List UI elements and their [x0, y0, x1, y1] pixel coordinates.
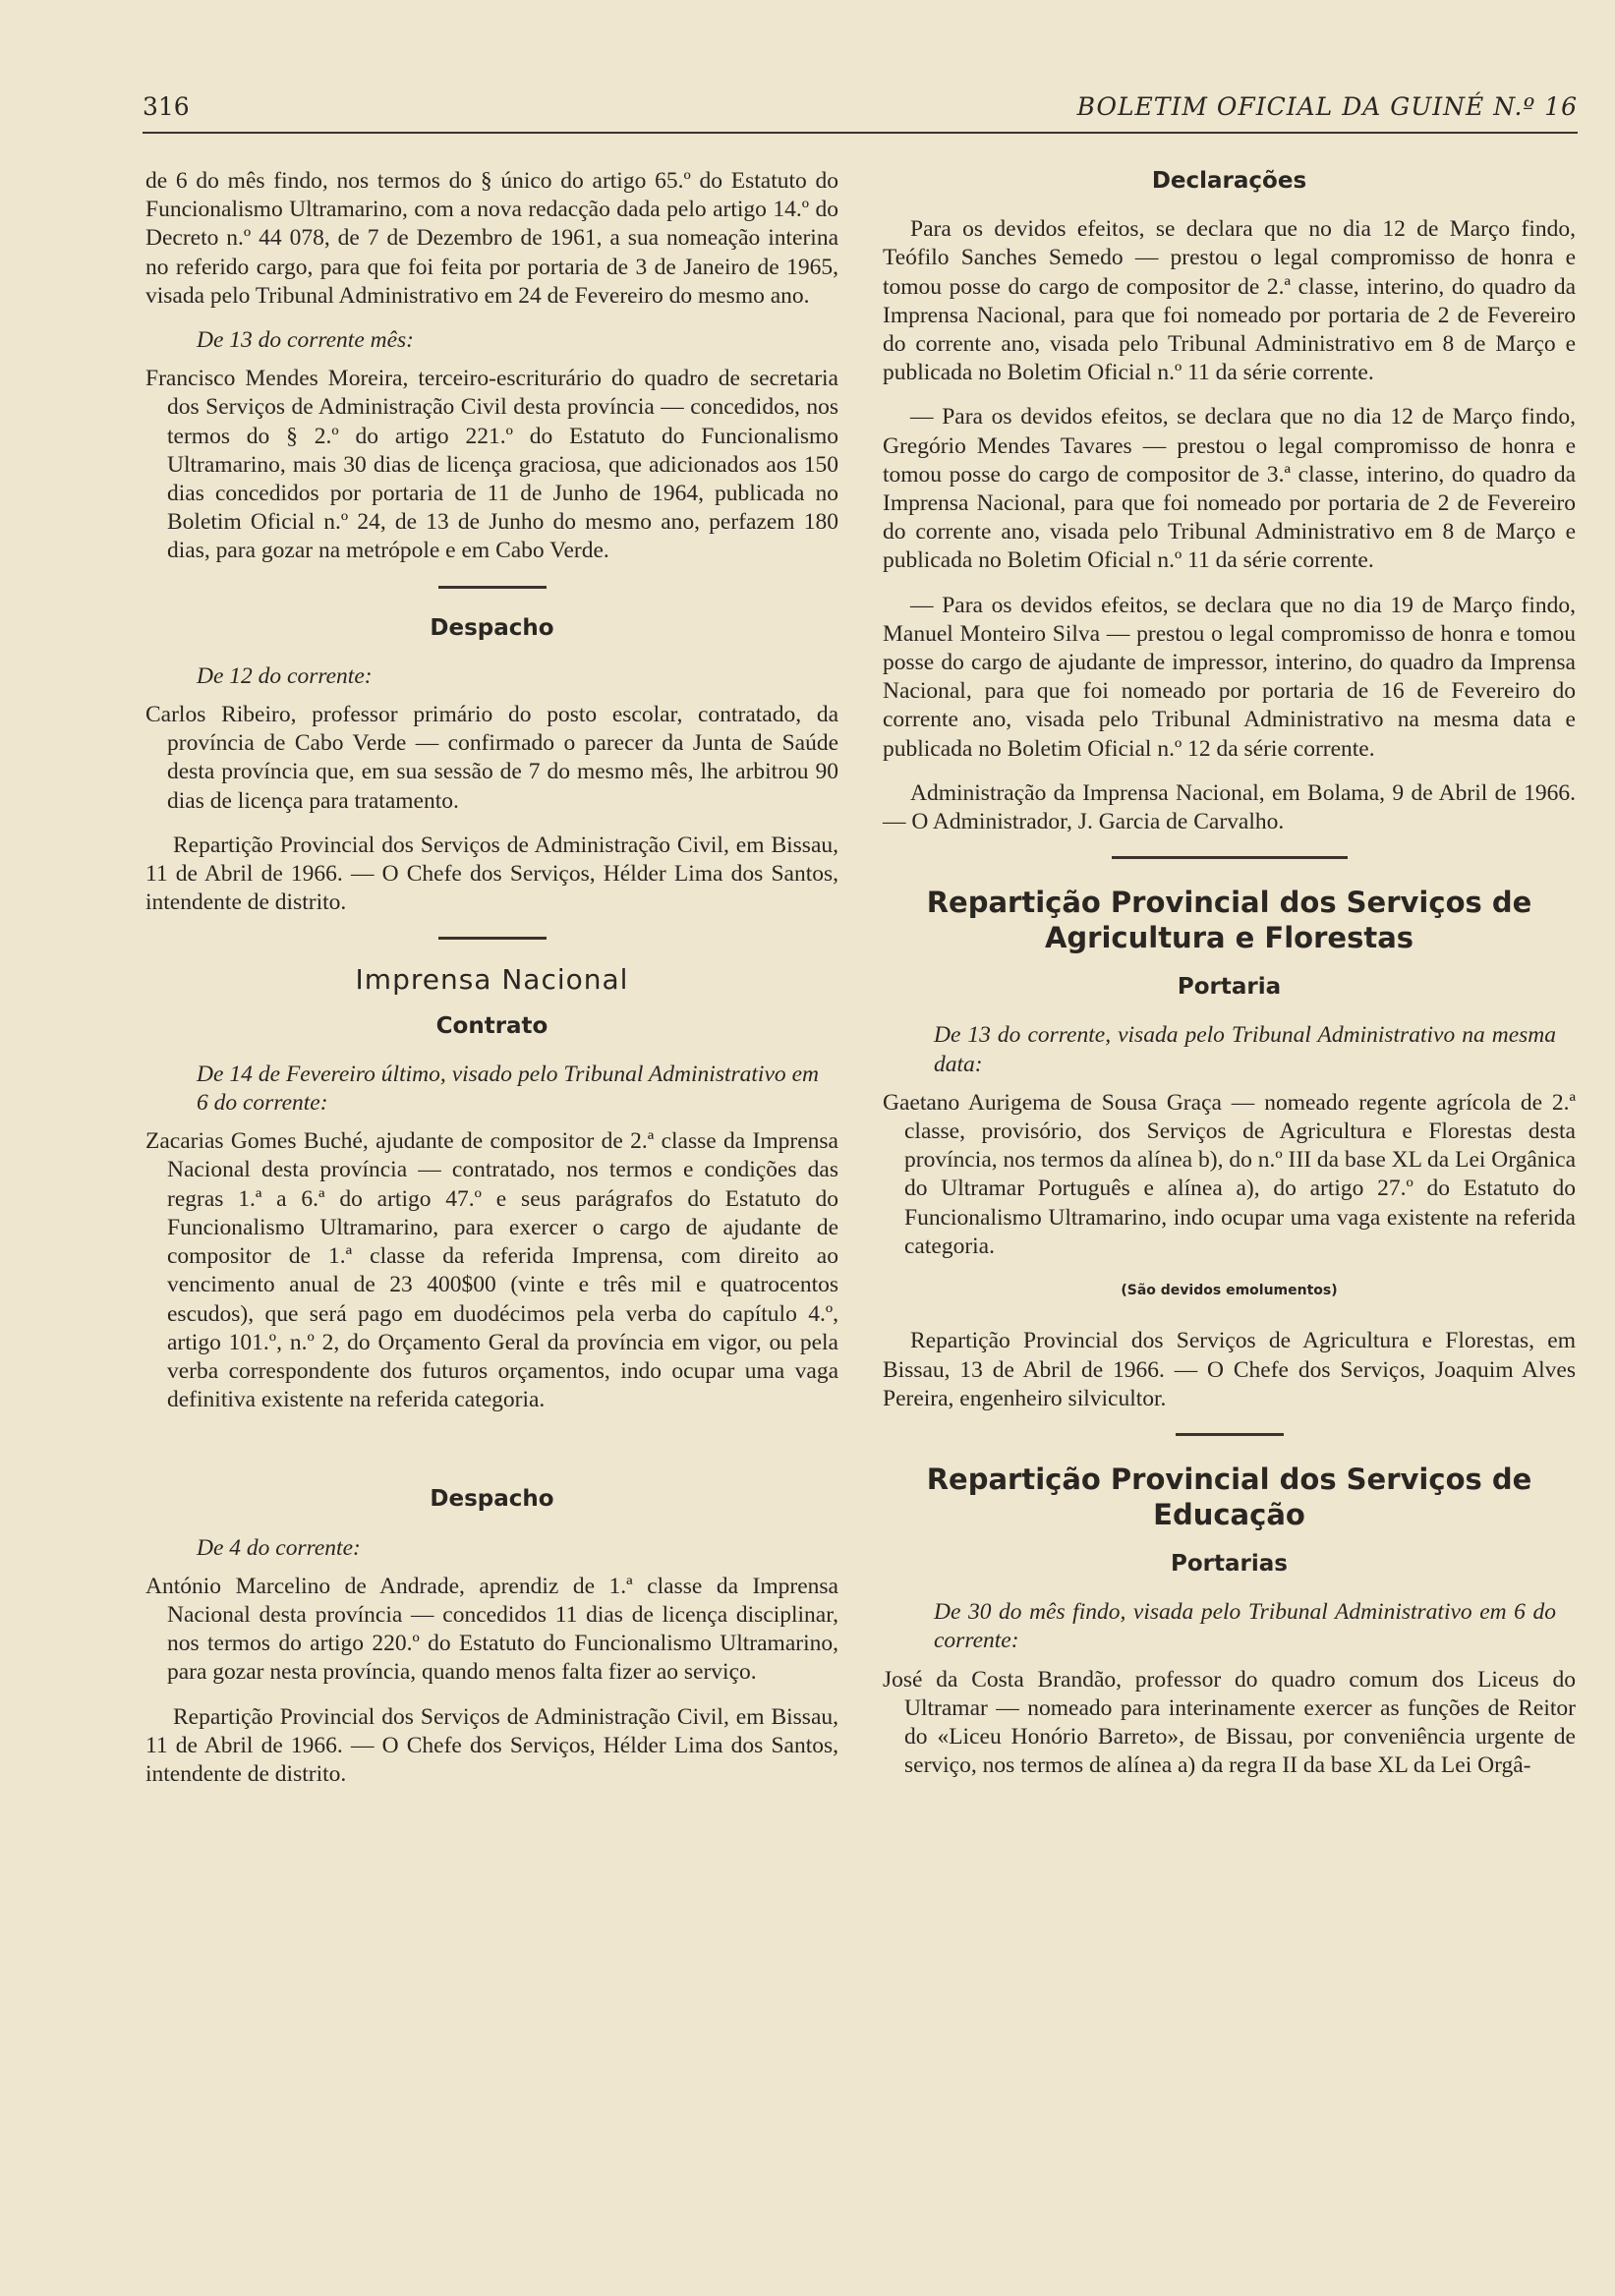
separator [1176, 1433, 1284, 1436]
date-line: De 12 do corrente: [197, 662, 373, 689]
paragraph: Zacarias Gomes Buché, ajudante de compositor de 2.ª classe da Imprensa Nacional desta província — contratado, nos termos e condições das regras 1.ª a 6.ª do artigo 47.º e seus parágrafos do Estatuto do Funcionalismo Ultramarino, para exercer o cargo de ajudante de compositor de 1.ª classe da referida Imprensa, com direito ao vencimento anual de 23 400$00 (vinte e três mil e quatrocentos escudos), que será pago em duodécimos pela verba do capítulo 4.º, artigo 101.º, n.º 2, do Orçamento Geral da província em vigor, ou pela verba correspondente dos futuros orçamentos, indo ocupar uma vaga definitiva existente na referida categoria. [145, 1128, 838, 1413]
date-line: De 13 do corrente mês: [197, 327, 415, 354]
section-subheading: Despacho [430, 614, 554, 641]
paragraph: — Para os devidos efeitos, se declara que no dia 19 de Março findo, Manuel Monteiro Silva — prestou o legal compromisso de honra e tomou posse do cargo de ajudante de impressor, interino, do quadro da Imprensa Nacional, para que foi nomeado por portaria de 16 de Fevereiro do corrente ano, visada pelo Tribunal Administrativo na mesma data e publicada no Boletim Oficial n.º 12 da série corrente. [883, 592, 1576, 762]
paragraph: de 6 do mês findo, nos termos do § único do artigo 65.º do Estatuto do Funcionalismo Ultramarino, com a nova redacção dada pelo artigo 14.º do Decreto n.º 44 078, de 7 de Dezembro de 1961, a sua nomeação interina no referido cargo, para que foi feita por portaria de 3 de Janeiro de 1965, visada pelo Tribunal Administrativo em 24 de Fevereiro do mesmo ano. [145, 168, 838, 309]
section-subheading: Despacho [430, 1486, 554, 1513]
date-line: De 4 do corrente: [197, 1534, 361, 1561]
section-heading: Repartição Provincial dos Serviços de Agricultura e Florestas [926, 886, 1532, 955]
date-line: De 14 de Fevereiro último, visado pelo Tribunal Administrativo em 6 do corrente: [197, 1061, 819, 1117]
page-header [143, 92, 1578, 134]
section-subheading: Portaria [1177, 974, 1282, 1001]
separator [438, 586, 547, 589]
right-column [883, 167, 1576, 1796]
paragraph: Carlos Ribeiro, professor primário do posto escolar, contratado, da província de Cabo Verde — confirmado o parecer da Junta de Saúde desta província que, em sua sessão de 7 do mesmo mês, lhe arbitrou 90 dias de licença para tratamento. [145, 702, 838, 814]
paragraph: António Marcelino de Andrade, aprendiz de 1.ª classe da Imprensa Nacional desta província — concedidos 11 dias de licença disciplinar, nos termos do artigo 220.º do Estatuto do Funcionalismo Ultramarino, para gozar nesta província, quando menos falta fizer ao serviço. [145, 1573, 838, 1686]
section-subheading: Contrato [435, 1012, 548, 1039]
page-number: 316 [143, 92, 190, 121]
separator [1112, 856, 1348, 859]
fee-note: (São devidos emolumentos) [1121, 1283, 1338, 1299]
section-subheading: Portarias [1171, 1550, 1288, 1577]
signature-paragraph: Repartição Provincial dos Serviços de Administração Civil, em Bissau, 11 de Abril de 1966. — O Chefe dos Serviços, Hélder Lima dos Santos, intendente de distrito. [145, 832, 838, 916]
paragraph: José da Costa Brandão, professor do quadro comum dos Liceus do Ultramar — nomeado para interinamente exercer as funções de Reitor do «Liceu Honório Barreto», de Bissau, por conveniência urgente de serviço, nos termos de alínea a) da regra II da base XL da Lei Orgâ- [883, 1666, 1576, 1779]
date-line: De 30 do mês findo, visada pelo Tribunal Administrativo em 6 do corrente: [934, 1599, 1556, 1654]
date-line: De 13 do corrente, visada pelo Tribunal Administrativo na mesma data: [934, 1022, 1556, 1077]
signature-paragraph: Administração da Imprensa Nacional, em Bolama, 9 de Abril de 1966. — O Administrador, J. Garcia de Carvalho. [883, 779, 1576, 835]
signature-paragraph: Repartição Provincial dos Serviços de Agricultura e Florestas, em Bissau, 13 de Abril de 1966. — O Chefe dos Serviços, Joaquim Alves Pereira, engenheiro silvicultor. [883, 1328, 1576, 1411]
signature-paragraph: Repartição Provincial dos Serviços de Administração Civil, em Bissau, 11 de Abril de 1966. — O Chefe dos Serviços, Hélder Lima dos Santos, intendente de distrito. [145, 1703, 838, 1787]
section-title: Imprensa Nacional [355, 963, 629, 997]
section-heading: Repartição Provincial dos Serviços de Educação [926, 1462, 1532, 1531]
paragraph: Francisco Mendes Moreira, terceiro-escriturário do quadro de secretaria dos Serviços de Administração Civil desta província — concedidos, nos termos do § 2.º do artigo 221.º do Estatuto do Funcionalismo Ultramarino, mais 30 dias de licença graciosa, que adicionados aos 150 dias concedidos por portaria de 11 de Junho de 1964, publicada no Boletim Oficial n.º 24, de 13 de Junho do mesmo ano, perfazem 180 dias, para gozar na metrópole e em Cabo Verde. [145, 366, 838, 564]
section-subheading: Declarações [1151, 168, 1307, 194]
paragraph: Para os devidos efeitos, se declara que no dia 12 de Março findo, Teófilo Sanches Semedo — prestou o legal compromisso de honra e tomou posse do cargo de compositor de 2.ª classe, interino, do quadro da Imprensa Nacional, para que foi nomeado por portaria de 2 de Fevereiro do corrente ano, visada pelo Tribunal Administrativo em 8 de Março e publicada no Boletim Oficial n.º 11 da série corrente. [883, 216, 1576, 386]
publication-title: BOLETIM OFICIAL DA GUINÉ N.º 16 [1076, 92, 1578, 121]
left-column [145, 167, 838, 1805]
paragraph: Gaetano Aurigema de Sousa Graça — nomeado regente agrícola de 2.ª classe, provisório, dos Serviços de Agricultura e Florestas desta província, nos termos da alínea b), do n.º III da base XL da Lei Orgânica do Ultramar Português e alínea a), do artigo 27.º do Estatuto do Funcionalismo Ultramarino, indo ocupar uma vaga existente na referida categoria. [883, 1089, 1576, 1259]
separator [438, 937, 547, 940]
paragraph: — Para os devidos efeitos, se declara que no dia 12 de Março findo, Gregório Mendes Tavares — prestou o legal compromisso de honra e tomou posse do cargo de compositor de 3.ª classe, interino, do quadro da Imprensa Nacional, para que foi nomeado por portaria de 2 de Fevereiro do corrente ano, visada pelo Tribunal Administrativo em 8 de Março e publicada no Boletim Oficial n.º 11 da série corrente. [883, 404, 1576, 574]
